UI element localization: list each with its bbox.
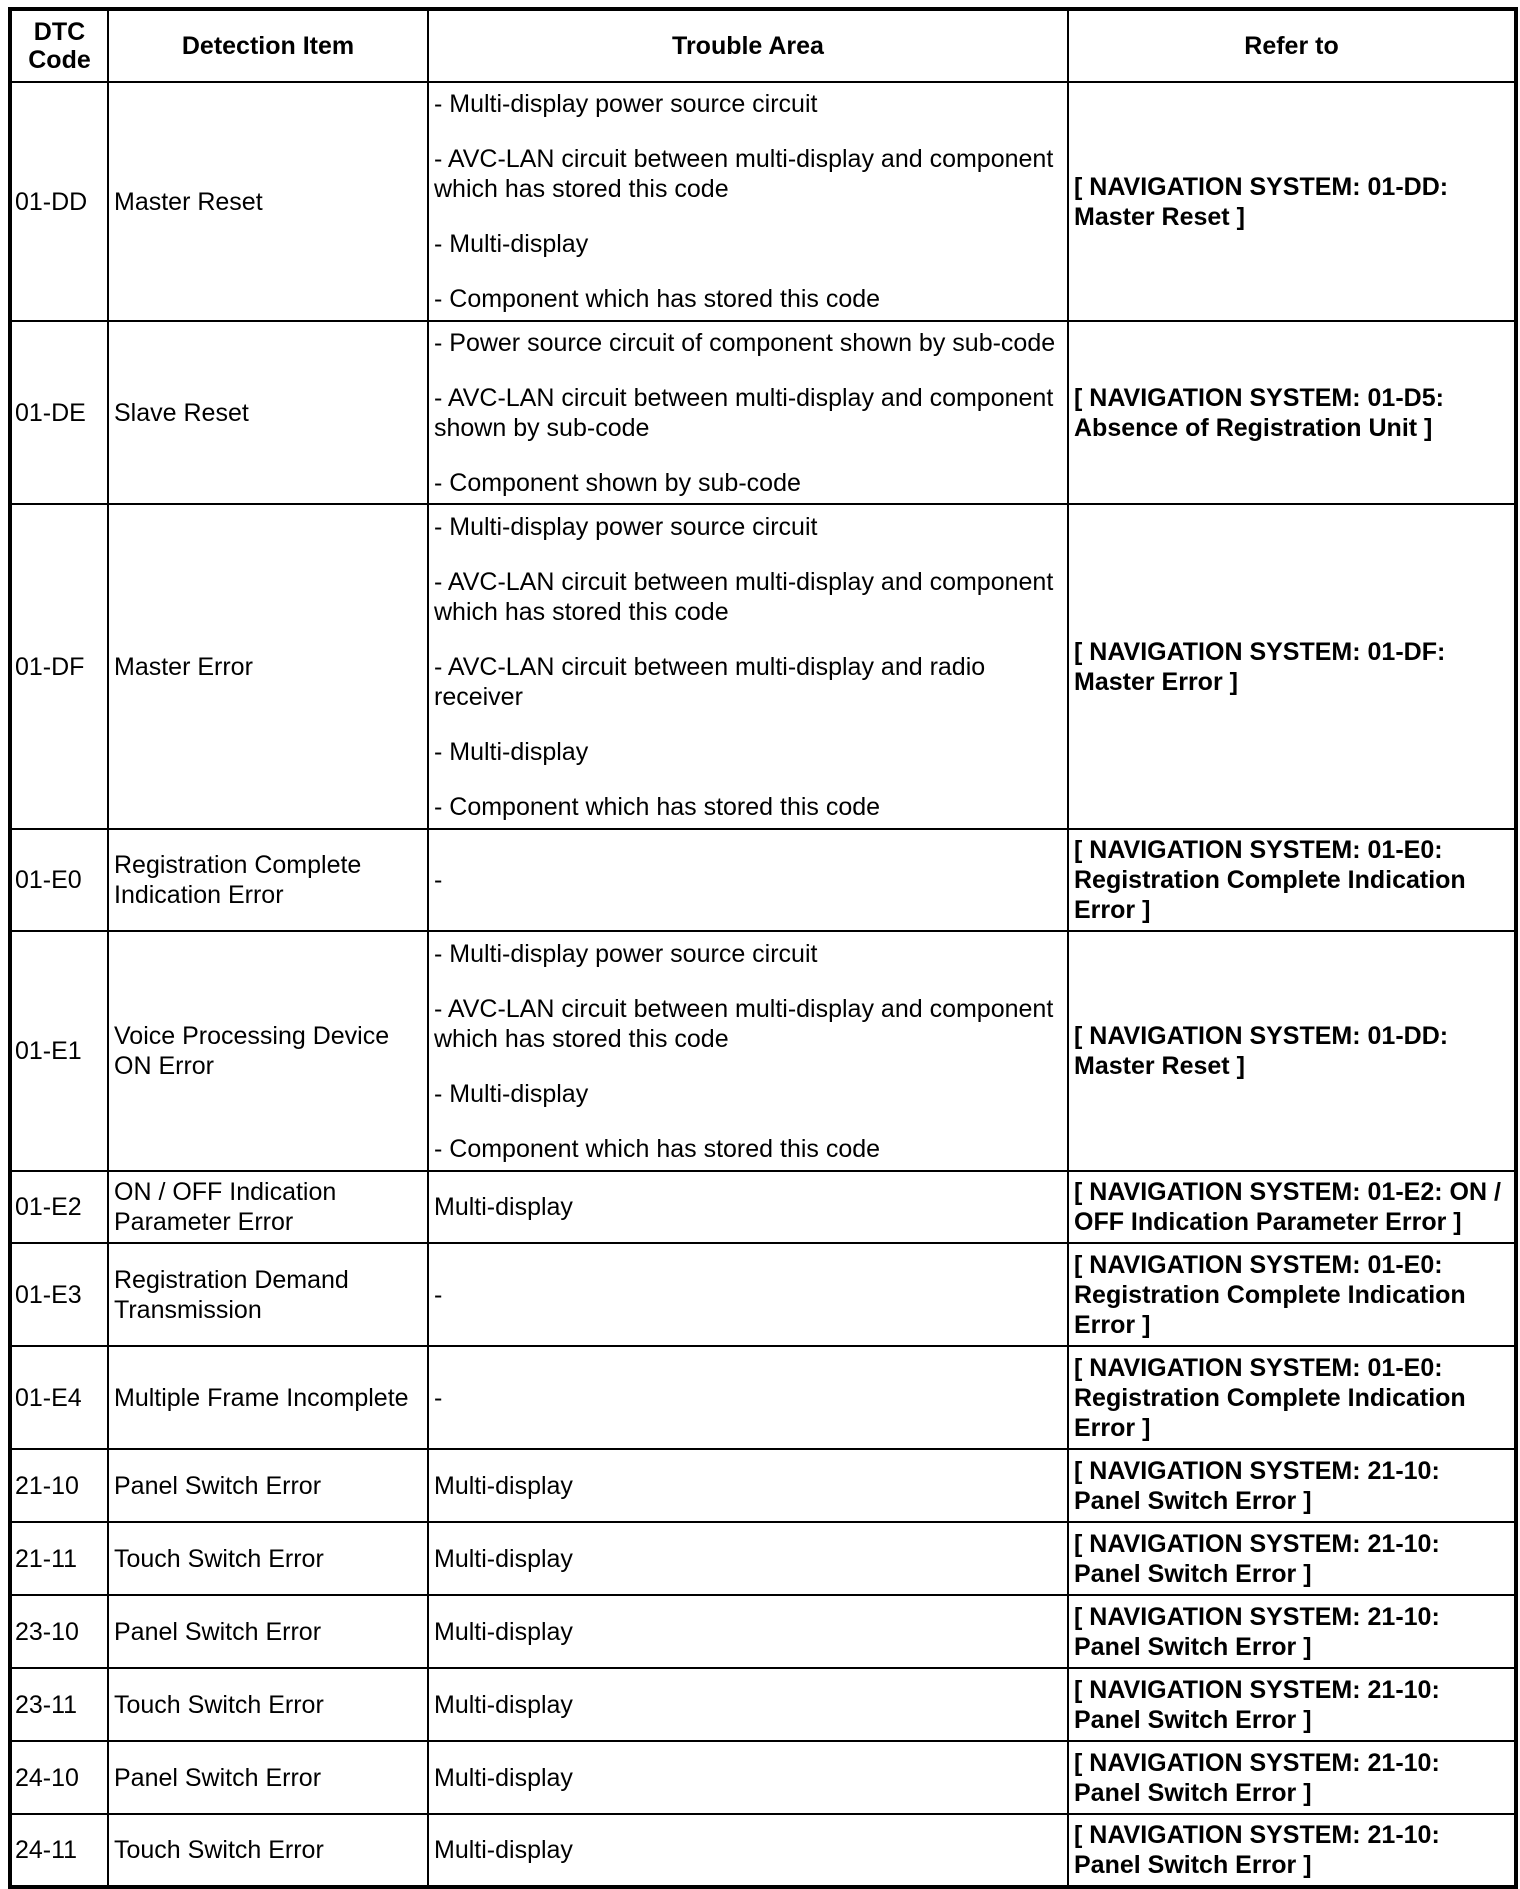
table-row (10, 504, 1516, 829)
refer-to-cell: [ NAVIGATION SYSTEM: 01-D5: Absence of Registration Unit ] (1068, 321, 1516, 504)
dtc-code-cell: 23-11 (10, 1668, 108, 1741)
table-row (10, 1814, 1516, 1887)
table-row (10, 82, 1516, 321)
refer-to-cell: [ NAVIGATION SYSTEM: 21-10: Panel Switch Error ] (1068, 1668, 1516, 1741)
detection-item-cell: Panel Switch Error (108, 1741, 428, 1814)
trouble-area-item: - Power source circuit of component shown by sub-code (434, 328, 1056, 357)
table-row (10, 1449, 1516, 1522)
dtc-code-cell: 24-10 (10, 1741, 108, 1814)
trouble-area-item: - Multi-display (434, 737, 589, 766)
trouble-area-item: Multi-display (434, 1193, 573, 1221)
trouble-area-cell (428, 1595, 1068, 1668)
trouble-area-item: - (434, 1383, 443, 1412)
trouble-area-item: - (434, 1280, 443, 1309)
header-refer-to: Refer to (1068, 9, 1516, 82)
header-detection-item: Detection Item (108, 9, 428, 82)
table-row (10, 1741, 1516, 1814)
trouble-area-cell (428, 504, 1068, 829)
trouble-area-item: Multi-display (434, 1763, 573, 1792)
trouble-area-cell (428, 931, 1068, 1171)
table-header-row (10, 9, 1516, 82)
dtc-code-cell: 01-E4 (10, 1346, 108, 1449)
trouble-area-cell (428, 829, 1068, 931)
dtc-code-cell: 21-11 (10, 1522, 108, 1595)
table-row (10, 1522, 1516, 1595)
dtc-table (8, 7, 1518, 1889)
detection-item-cell: Registration Complete Indication Error (108, 829, 428, 931)
refer-to-cell: [ NAVIGATION SYSTEM: 01-DD: Master Reset ] (1068, 82, 1516, 321)
table-row (10, 931, 1516, 1171)
detection-item-cell: Panel Switch Error (108, 1595, 428, 1668)
table-row (10, 1171, 1516, 1243)
dtc-code-cell: 23-10 (10, 1595, 108, 1668)
trouble-area-item: - AVC-LAN circuit between multi-display and component which has stored this code (434, 567, 1054, 626)
trouble-area-item: Multi-display (434, 1690, 573, 1719)
refer-to-cell: [ NAVIGATION SYSTEM: 01-DD: Master Reset ] (1068, 931, 1516, 1171)
dtc-code-cell: 01-E2 (10, 1171, 108, 1243)
table-row (10, 829, 1516, 931)
trouble-area-item: - Component which has stored this code (434, 285, 881, 313)
trouble-area-cell (428, 321, 1068, 504)
trouble-area-cell (428, 1449, 1068, 1522)
dtc-code-cell: 01-DD (10, 82, 108, 321)
table-row (10, 1243, 1516, 1346)
dtc-code-cell: 01-E0 (10, 829, 108, 931)
trouble-area-item: - AVC-LAN circuit between multi-display and component which has stored this code (434, 994, 1054, 1053)
refer-to-cell: [ NAVIGATION SYSTEM: 21-10: Panel Switch Error ] (1068, 1814, 1516, 1887)
header-dtc-code: DTC Code (10, 9, 108, 82)
detection-item-cell: Voice Processing Device ON Error (108, 931, 428, 1171)
trouble-area-item: - AVC-LAN circuit between multi-display and component shown by sub-code (434, 383, 1054, 442)
trouble-area-cell (428, 1346, 1068, 1449)
table-row (10, 321, 1516, 504)
detection-item-cell: Touch Switch Error (108, 1522, 428, 1595)
table-body (10, 82, 1516, 1887)
detection-item-cell: Panel Switch Error (108, 1449, 428, 1522)
dtc-code-cell: 01-E3 (10, 1243, 108, 1346)
trouble-area-cell (428, 1243, 1068, 1346)
refer-to-cell: [ NAVIGATION SYSTEM: 21-10: Panel Switch Error ] (1068, 1522, 1516, 1595)
trouble-area-item: - Multi-display (434, 230, 589, 258)
trouble-area-cell (428, 82, 1068, 321)
detection-item-cell: Registration Demand Transmission (108, 1243, 428, 1346)
trouble-area-item: - Multi-display power source circuit (434, 90, 818, 118)
detection-item-cell: ON / OFF Indication Parameter Error (108, 1171, 428, 1243)
dtc-code-cell: 01-DF (10, 504, 108, 829)
trouble-area-cell (428, 1741, 1068, 1814)
table-row (10, 1346, 1516, 1449)
trouble-area-item: Multi-display (434, 1617, 573, 1646)
trouble-area-item: Multi-display (434, 1544, 573, 1573)
dtc-code-cell: 01-E1 (10, 931, 108, 1171)
trouble-area-cell (428, 1668, 1068, 1741)
trouble-area-item: - Component which has stored this code (434, 792, 881, 821)
refer-to-cell: [ NAVIGATION SYSTEM: 01-E2: ON / OFF Indication Parameter Error ] (1068, 1171, 1516, 1243)
trouble-area-item: - Component shown by sub-code (434, 468, 801, 497)
trouble-area-cell (428, 1814, 1068, 1887)
refer-to-cell: [ NAVIGATION SYSTEM: 01-E0: Registration Complete Indication Error ] (1068, 1243, 1516, 1346)
refer-to-cell: [ NAVIGATION SYSTEM: 21-10: Panel Switch Error ] (1068, 1741, 1516, 1814)
header-trouble-area: Trouble Area (428, 9, 1068, 82)
refer-to-cell: [ NAVIGATION SYSTEM: 01-DF: Master Error ] (1068, 504, 1516, 829)
detection-item-cell: Touch Switch Error (108, 1814, 428, 1887)
trouble-area-item: Multi-display (434, 1471, 573, 1500)
table-row (10, 1595, 1516, 1668)
dtc-code-cell: 21-10 (10, 1449, 108, 1522)
trouble-area-item: - AVC-LAN circuit between multi-display and radio receiver (434, 652, 986, 711)
detection-item-cell: Slave Reset (108, 321, 428, 504)
dtc-code-cell: 01-DE (10, 321, 108, 504)
refer-to-cell: [ NAVIGATION SYSTEM: 21-10: Panel Switch Error ] (1068, 1595, 1516, 1668)
detection-item-cell: Multiple Frame Incomplete (108, 1346, 428, 1449)
refer-to-cell: [ NAVIGATION SYSTEM: 01-E0: Registration Complete Indication Error ] (1068, 1346, 1516, 1449)
trouble-area-item: - (434, 866, 443, 894)
detection-item-cell: Master Reset (108, 82, 428, 321)
trouble-area-item: - Multi-display power source circuit (434, 939, 818, 968)
trouble-area-item: - AVC-LAN circuit between multi-display and component which has stored this code (434, 145, 1054, 203)
refer-to-cell: [ NAVIGATION SYSTEM: 01-E0: Registration Complete Indication Error ] (1068, 829, 1516, 931)
trouble-area-item: - Component which has stored this code (434, 1134, 881, 1163)
dtc-code-cell: 24-11 (10, 1814, 108, 1887)
trouble-area-cell (428, 1171, 1068, 1243)
table-row (10, 1668, 1516, 1741)
detection-item-cell: Touch Switch Error (108, 1668, 428, 1741)
detection-item-cell: Master Error (108, 504, 428, 829)
trouble-area-item: - Multi-display power source circuit (434, 512, 818, 541)
trouble-area-item: - Multi-display (434, 1079, 589, 1108)
trouble-area-item: Multi-display (434, 1836, 573, 1864)
refer-to-cell: [ NAVIGATION SYSTEM: 21-10: Panel Switch Error ] (1068, 1449, 1516, 1522)
trouble-area-cell (428, 1522, 1068, 1595)
